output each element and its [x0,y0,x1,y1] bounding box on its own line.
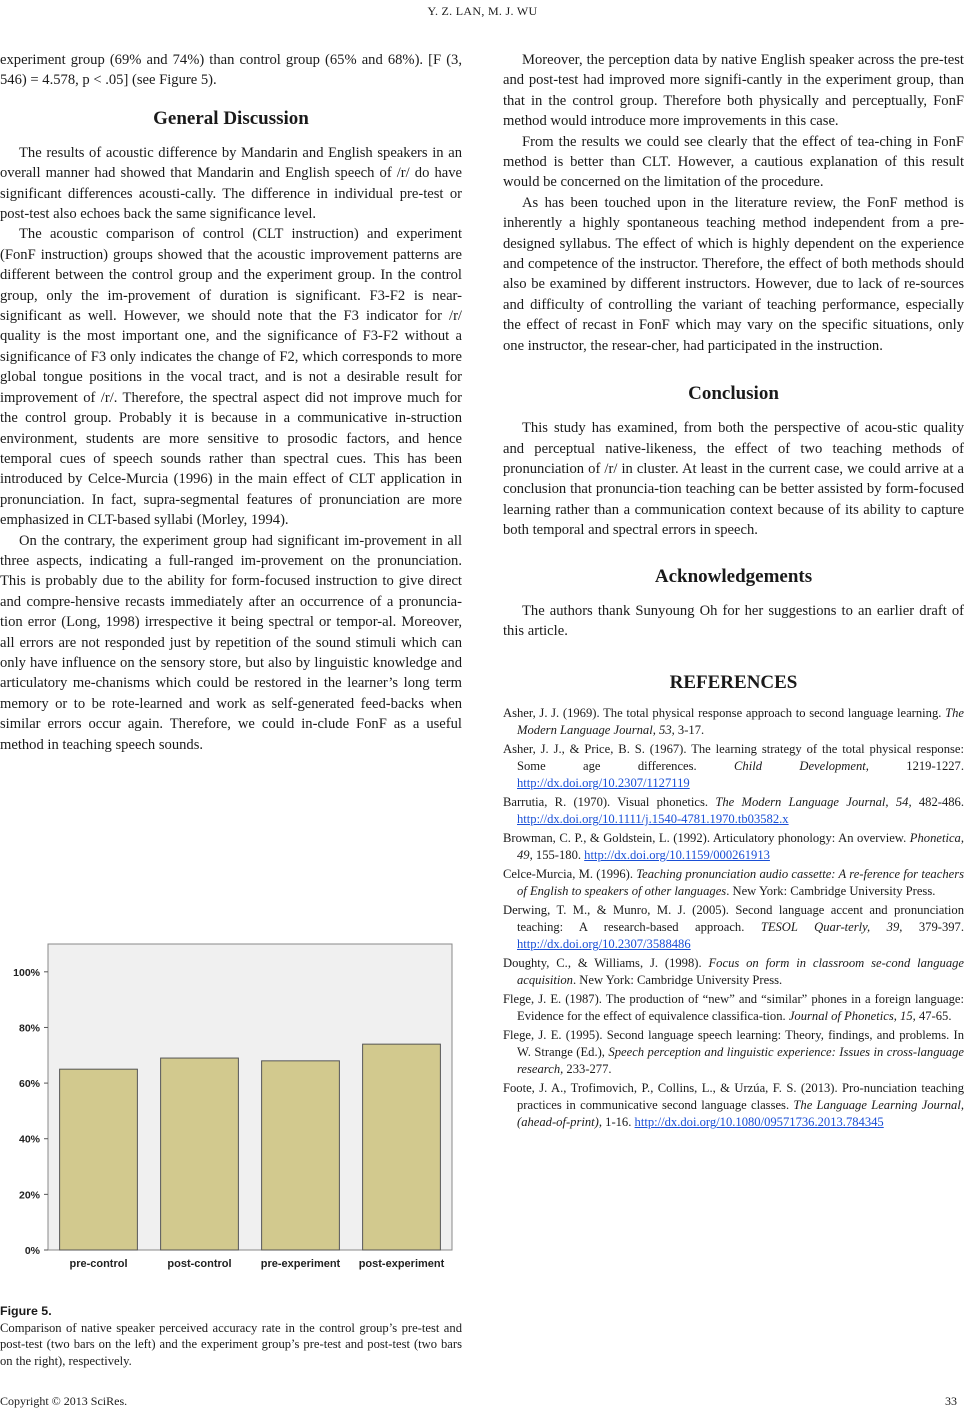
y-tick-label: 0% [24,1245,40,1257]
y-tick-label: 60% [18,1078,40,1091]
figure-caption-text: Comparison of native speaker perceived accuracy rate in the control group’s pre-test and post-test (two bars on the left) and the experiment group’s pre-test and post-test (two bars on the right), respectively. [0,1320,462,1368]
reference-pages: 1219-1227. [868,759,965,774]
bar-pre-control [60,1069,138,1250]
reference-text: Doughty, C., & Williams, J. (1998). [503,956,709,971]
bar-chart [0,938,462,1278]
bar-post-experiment [363,1044,441,1250]
reference-text: Flege, J. E. (1987). The production of “new” and “similar” phones in a foreign language: Evidence for the effect of equivalence classifica-tion. [503,992,964,1024]
x-category-label: post-experiment [358,1258,445,1270]
reference-text: Foote, J. A., Trofimovich, P., Collins, L., & Urzúa, F. S. (2013). Pro-nunciation teaching practices in communicative second language classes. [503,1081,964,1113]
footer-page-number: 33 [945,1394,957,1408]
figure-5-chart [0,938,462,1278]
reference-pages: 155-180. [532,848,585,863]
y-tick-label: 20% [18,1189,40,1202]
reference-item [503,741,964,792]
reference-pages: . New York: Cambridge University Press. [572,973,783,988]
heading-references: REFERENCES [669,672,798,694]
heading-general-discussion: General Discussion [153,107,309,129]
reference-item [503,794,964,828]
reference-item [503,1080,964,1131]
right-column [503,50,964,1133]
reference-item [503,1027,964,1078]
reference-text: Asher, J. J. (1969). The total physical response approach to second language learning. [503,706,946,721]
reference-text: Barrutia, R. (1970). Visual phonetics. [503,795,716,810]
reference-source: Phonetica, 49, [517,831,964,863]
reference-source: The Modern Language Journal, 54, [715,795,912,810]
reference-item [503,902,964,953]
left-column [0,50,462,755]
figure-caption [0,1303,462,1369]
reference-source: Journal of Phonetics, 15, [788,1009,916,1024]
reference-item [503,830,964,864]
reference-pages: . New York: Cambridge University Press. [726,884,936,899]
reference-pages: 482-486. [911,795,964,810]
reference-item [503,991,964,1025]
reference-doi-link[interactable]: http://dx.doi.org/10.1159/000261913 [584,848,770,863]
figure-label: Figure 5. [0,1304,52,1318]
paragraph-right-3: As has been touched upon in the literature review, the FonF method is inherently a highly spontaneous teaching method independent from a pre-designed syllabus. The effect of which is highly dependent on the experience and competence of the instructor. Therefore, the effect of both methods should also be examined by different instructors. However, due to lack of re-sources and difficulty of controlling the variant of teaching performance, especially the effect of recast in FonF which may vary on the specific situations, only one instructor, the resear-cher, had participated in the instruction. [503,194,964,354]
reference-text: Celce-Murcia, M. (1996). [503,867,637,882]
x-category-label: pre-control [69,1258,128,1270]
paragraph-discussion-2: The acoustic comparison of control (CLT instruction) and experiment (FonF instruction) groups showed that the acoustic improvement patterns are different between the control group and the experiment group. In the control group, only the im-provement of duration is significant. F3-F2 is near-significant as well. However, we should note that the F3 indicator for /r/ quality is the most important one, and the significance of F3-F2 without a significance of F3 only indicates the change of F2, which corresponds to more global tongue positions in the vocal tract, and is not a desirable result for improvement of /r/. Therefore, the spectral aspect did not improve much for the control group. Probably it is because in a communicative in-struction environment, students are more sensitive to prosodic factors, and hence temporal cues of speech sounds rather than spectral cues. This has been introduced by Celce-Murcia (1996) in the main effect of CLT application in pronunciation. In fact, supra-segmental features of pronunciation are more emphasized in CLT-based syllabi (Morley, 1994). [0,226,462,529]
paragraph-right-1: Moreover, the perception data by native English speaker across the pre-test and post-test had improved more signifi-cantly in the experiment group, than that in the control group. Therefore both physically and perceptually, FonF method would introduce more improvements in this case. [503,52,964,130]
reference-text: Browman, C. P., & Goldstein, L. (1992). Articulatory phonology: An overview. [503,831,910,846]
reference-pages: 47-65. [915,1009,952,1024]
reference-doi-link[interactable]: http://dx.doi.org/10.2307/3588486 [517,937,691,952]
reference-item [503,955,964,989]
paragraph-acknowledgements: The authors thank Sunyoung Oh for her suggestions to an earlier draft of this article. [503,602,964,639]
reference-text: Flege, J. E. (1995). Second language speech learning: Theory, findings, and problems. In W. Strange (Ed.), [503,1028,964,1060]
paragraph-conclusion: This study has examined, from both the perspective of acou-stic quality and perceptual native-likeness, the effect of two teaching methods of pronunciation of /r/ in cluster. At least in the current case, we could arrive at a conclusion that pronuncia-tion teaching can be better assisted by form-focused learning rather than a communication context because of its ability to capture both temporal and spectral errors in speech. [503,420,964,539]
reference-source: The Language Learning Journal, (ahead-of-print), [517,1098,964,1130]
reference-item [503,705,964,739]
reference-doi-link[interactable]: http://dx.doi.org/10.1111/j.1540-4781.1970.tb03582.x [517,812,789,827]
paragraph-discussion-1: The results of acoustic difference by Mandarin and English speakers in an overall manner had showed that Mandarin and English speech of /r/ do have significant differences acousti-cally. The difference in individual pre-test or post-test also echoes back the same significance level. [0,144,462,223]
reference-source: The Modern Language Journal, 53, [517,706,964,738]
reference-source: Focus on form in classroom se-cond language acquisition [517,956,964,988]
reference-source: TESOL Quar-terly, 39, [760,920,903,935]
reference-pages: 233-277. [563,1062,612,1077]
running-head: Y. Z. LAN, M. J. WU [427,4,538,18]
bar-post-control [161,1058,239,1250]
heading-conclusion: Conclusion [688,383,779,405]
reference-source: Speech perception and linguistic experience: Issues in cross-language research, [517,1045,964,1077]
reference-text: Asher, J. J., & Price, B. S. (1967). The learning strategy of the total physical response: Some age differences. [503,742,964,774]
bar-pre-experiment [262,1061,340,1250]
reference-pages: 3-17. [674,723,705,738]
reference-text: Derwing, T. M., & Munro, M. J. (2005). Second language accent and pronunciation teaching: A research-based approach. [503,903,964,935]
x-category-label: post-control [167,1258,232,1270]
paragraph-right-2: From the results we could see clearly that the effect of tea-ching in FonF method is better than CLT. However, a cautious explanation of this result would be concerned on the limitation of the procedure. [503,133,964,191]
reference-item [503,866,964,900]
reference-list [503,705,964,1131]
paragraph-discussion-3: On the contrary, the experiment group had significant im-provement in all three aspects, indicating a full-ranged im-provement on the pronunciation. This is probably due to the ability for form-focused instruction to give direct and compre-hensive recasts immediately after an occurrence of a pronuncia-tion error (Long, 1998) irrespective it being spectral or tempor-al. Moreover, all errors are not responded just by repetition of the sound stimuli which can only have influence on the sensory store, but also by linguistic knowledge and articulatory me-chanisms which could be restored in the learner’s long term memory or to be rote-learned and work as self-generated feed-backs when similar errors occur again. Therefore, we could in-clude FonF as a useful method in teaching speech sounds. [0,532,462,753]
x-category-label: pre-experiment [260,1258,341,1270]
reference-pages: 1-16. [602,1115,635,1130]
reference-doi-link[interactable]: http://dx.doi.org/10.1080/09571736.2013.784345 [634,1115,884,1130]
heading-acknowledgements: Acknowledgements [654,565,813,587]
y-tick-label: 80% [18,1022,40,1035]
footer-copyright: Copyright © 2013 SciRes. [0,1394,128,1408]
reference-pages: 379-397. [902,920,964,935]
y-tick-label: 100% [13,966,40,979]
reference-doi-link[interactable]: http://dx.doi.org/10.2307/1127119 [517,776,690,791]
reference-source: Child Development, [734,759,869,774]
reference-source: Teaching pronunciation audio cassette: A re-ference for teachers of English to speakers of other languages [517,867,965,899]
y-tick-label: 40% [18,1133,40,1146]
paragraph-continuation: experiment group (69% and 74%) than control group (65% and 68%). [F (3, 546) = 4.578, p < .05] (see Figure 5). [0,52,462,89]
